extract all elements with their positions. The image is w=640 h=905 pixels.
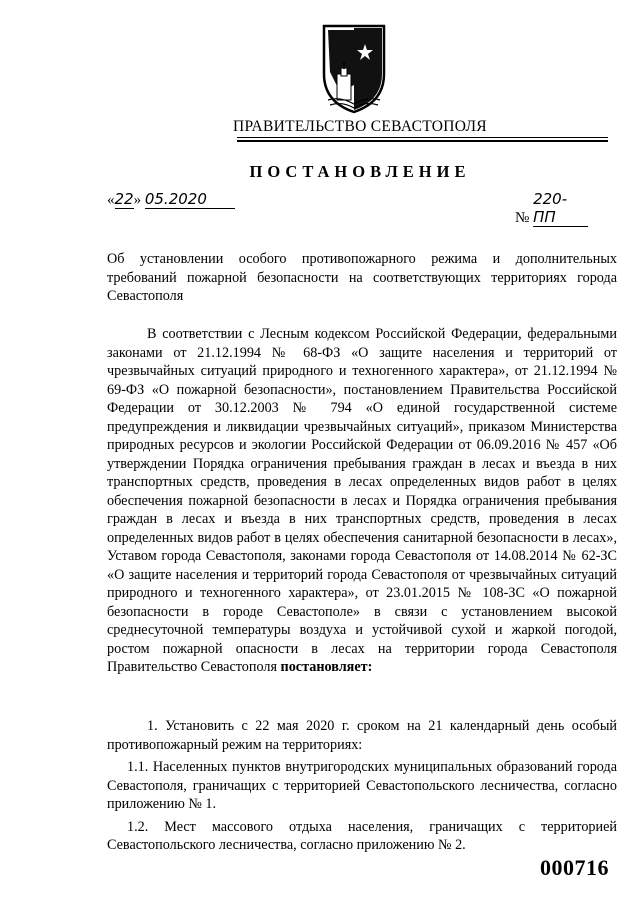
serial-number: 000716 <box>540 855 609 880</box>
preamble-text: В соответствии с Лесным кодексом Российской Федерации, федеральными законами от 21.12.1994 № 68-ФЗ «О защите населения и территорий от чрезвычайных ситуаций природного и техногенного характера», от 21.12.1994 № 69-ФЗ «О пожарной безопасности», постановлением Правительства Российской Федерации от 30.12.2003 № 794 «О единой государственной системе предупреждения и ликвидации чрезвычайных ситуаций», приказом Министерства природных ресурсов и экологии Российской Федерации от 06.09.2016 № 457 «Об утверждении Порядка ограничения пребывания граждан в лесах и въезда в них транспортных средств, проведения в лесах определенных видов работ в целях обеспечения пожарной безопасности в лесах и Порядка ограничения пребывания граждан в лесах и въезда в них транспортных средств, проведения в лесах определенных видов работ в целях обеспечения санитарной безопасности в лесах», Уставом города Севастополя, законами города Севастополя от 14.08.2014 № 62-ЗС «О защите населения и территорий города Севастополя от чрезвычайных ситуаций природного и техногенного характера», от 23.01.2015 № 108-ЗС «О пожарной безопасности в городе Севастополе» в связи с установлением высокой среднесуточной температуры воздуха и устойчивой сухой и жаркой погодой, ростом пожарной опасности в лесах на территории города Севастополя Правительство Севастополя <box>107 326 617 675</box>
item-1: 1. Установить с 22 мая 2020 г. сроком на 21 календарный день особый противопожарный режим на территориях: <box>107 718 617 753</box>
document-type-title: ПОСТАНОВЛЕНИЕ <box>249 162 471 181</box>
preamble-paragraph <box>107 325 617 677</box>
government-name: ПРАВИТЕЛЬСТВО СЕВАСТОПОЛЯ <box>233 118 487 135</box>
preamble-resolves: постановляет: <box>280 659 373 675</box>
number-value: 220-ПП <box>533 190 588 227</box>
document-subject: Об установлении особого противопожарного режима и дополнительных требований пожарной безопасности на соответствующих территориях города Севастополя <box>107 251 617 304</box>
resolution-items <box>107 717 617 859</box>
sevastopol-coat-of-arms <box>320 22 388 114</box>
document-date <box>107 190 235 209</box>
date-close-quote: » <box>133 192 142 208</box>
document-number <box>515 190 588 227</box>
header-rule-thin <box>237 137 608 138</box>
header-rule-thick <box>237 140 608 142</box>
date-open-quote: « <box>107 192 115 208</box>
date-day: 22 <box>114 190 134 208</box>
preamble <box>107 325 617 677</box>
item-1-2: 1.2. Мест массового отдыха населения, граничащих с территорией Севастопольского лесничества, согласно приложению № 2. <box>107 818 617 853</box>
item-1-1: 1.1. Населенных пунктов внутригородских муниципальных образований города Севастополя, граничащих с территорией Севастопольского лесничества, согласно приложению № 1. <box>107 759 617 812</box>
number-sign: № <box>515 210 530 226</box>
date-month-year: 05.2020 <box>145 190 235 209</box>
